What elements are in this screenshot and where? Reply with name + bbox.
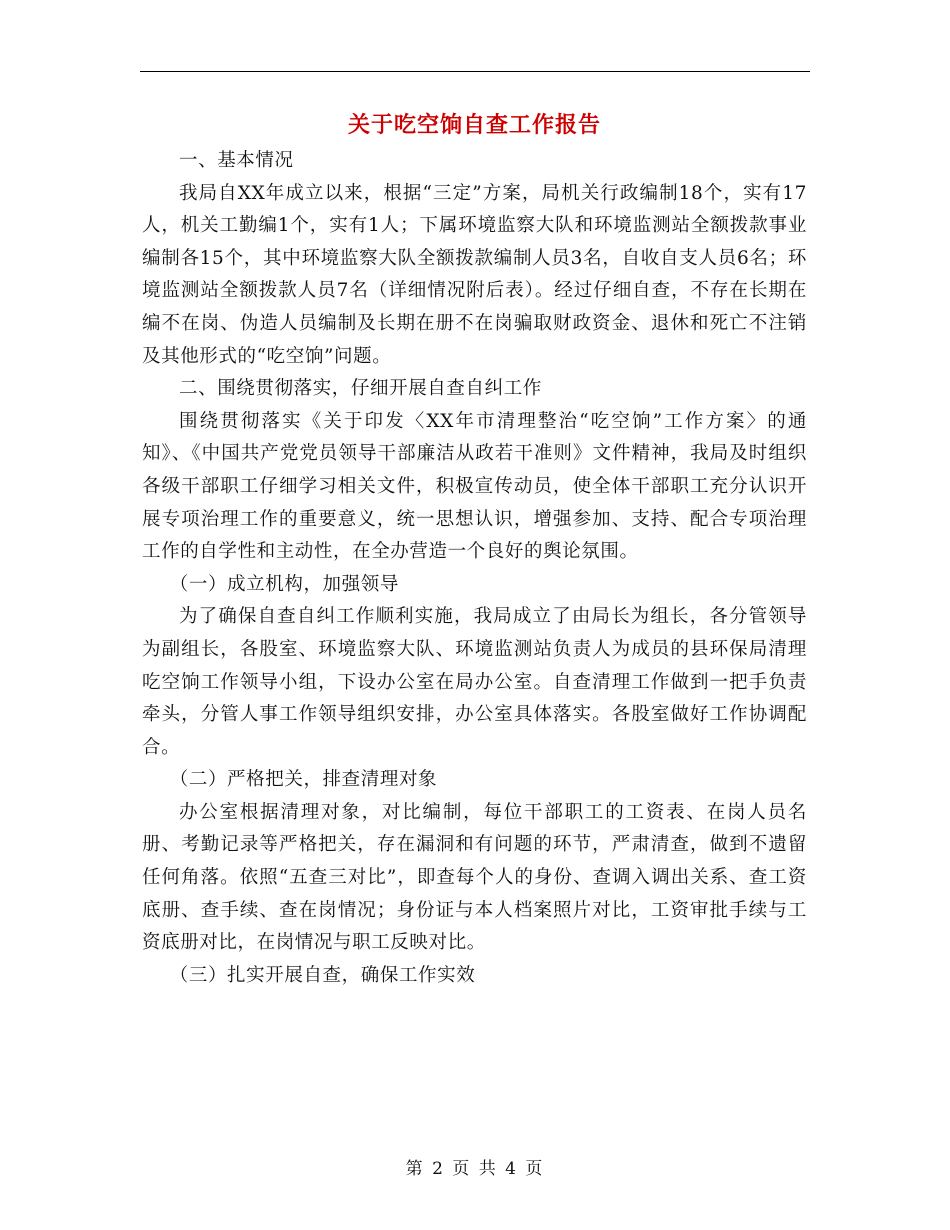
paragraph-organization: 为了确保自查自纠工作顺利实施，我局成立了由局长为组长，各分管领导为副组长，各股室、环境监察大队、环境监测站负责人为成员的县环保局清理吃空饷工作领导小组，下设办公室在局办公室。自查清理工作做到一把手负责牵头，分管人事工作领导组织安排，办公室具体落实。各股室做好工作协调配合。: [142, 606, 807, 758]
subsection-heading-organization: （一）成立机构，加强领导: [169, 573, 399, 595]
subsection-heading-strict-check: （二）严格把关，排查清理对象: [169, 769, 438, 791]
header-rule: [140, 71, 810, 72]
paragraph-basic-info: 我局自XX年成立以来，根据“三定”方案，局机关行政编制18个，实有17人，机关工勤编1个，实有1人；下属环境监察大队和环境监测站全额拨款事业编制各15个，其中环境监察大队全额拨款编制人员3名，自收自支人员6名；环境监测站全额拨款人员7名（详细情况附后表）。经过仔细自查，不存在长期在编不在岗、伪造人员编制及长期在册不在岗骗取财政资金、退休和死亡不注销及其他形式的“吃空饷”问题。: [142, 182, 807, 367]
section-heading-self-check: 二、围绕贯彻落实，仔细开展自查自纠工作: [179, 378, 542, 400]
section-heading-basic-info: 一、基本情况: [179, 150, 294, 171]
paragraph-strict-check: 办公室根据清理对象，对比编制，每位干部职工的工资表、在岗人员名册、考勤记录等严格把关，存在漏洞和有问题的环节，严肃清查，做到不遗留任何角落。依照“五查三对比”，即查每个人的身份、查调入调出关系、查工资底册、查手续、查在岗情况；身份证与本人档案照片对比，工资审批手续与工资底册对比，在岗情况与职工反映对比。: [142, 801, 807, 954]
document-title: 关于吃空饷自查工作报告: [347, 112, 601, 138]
page-number: 第 2 页 共 4 页: [405, 1159, 545, 1179]
document-body: [142, 105, 807, 992]
subsection-heading-effectiveness: （三）扎实开展自查，确保工作实效: [169, 964, 476, 986]
paragraph-self-check: 围绕贯彻落实《关于印发〈XX年市清理整治“吃空饷”工作方案〉的通知》、《中国共产党党员领导干部廉洁从政若干准则》文件精神，我局及时组织各级干部职工仔细学习相关文件，积极宣传动员，使全体干部职工充分认识开展专项治理工作的重要意义，统一思想认识，增强参加、支持、配合专项治理工作的自学性和主动性，在全办营造一个良好的舆论氛围。: [142, 410, 807, 563]
